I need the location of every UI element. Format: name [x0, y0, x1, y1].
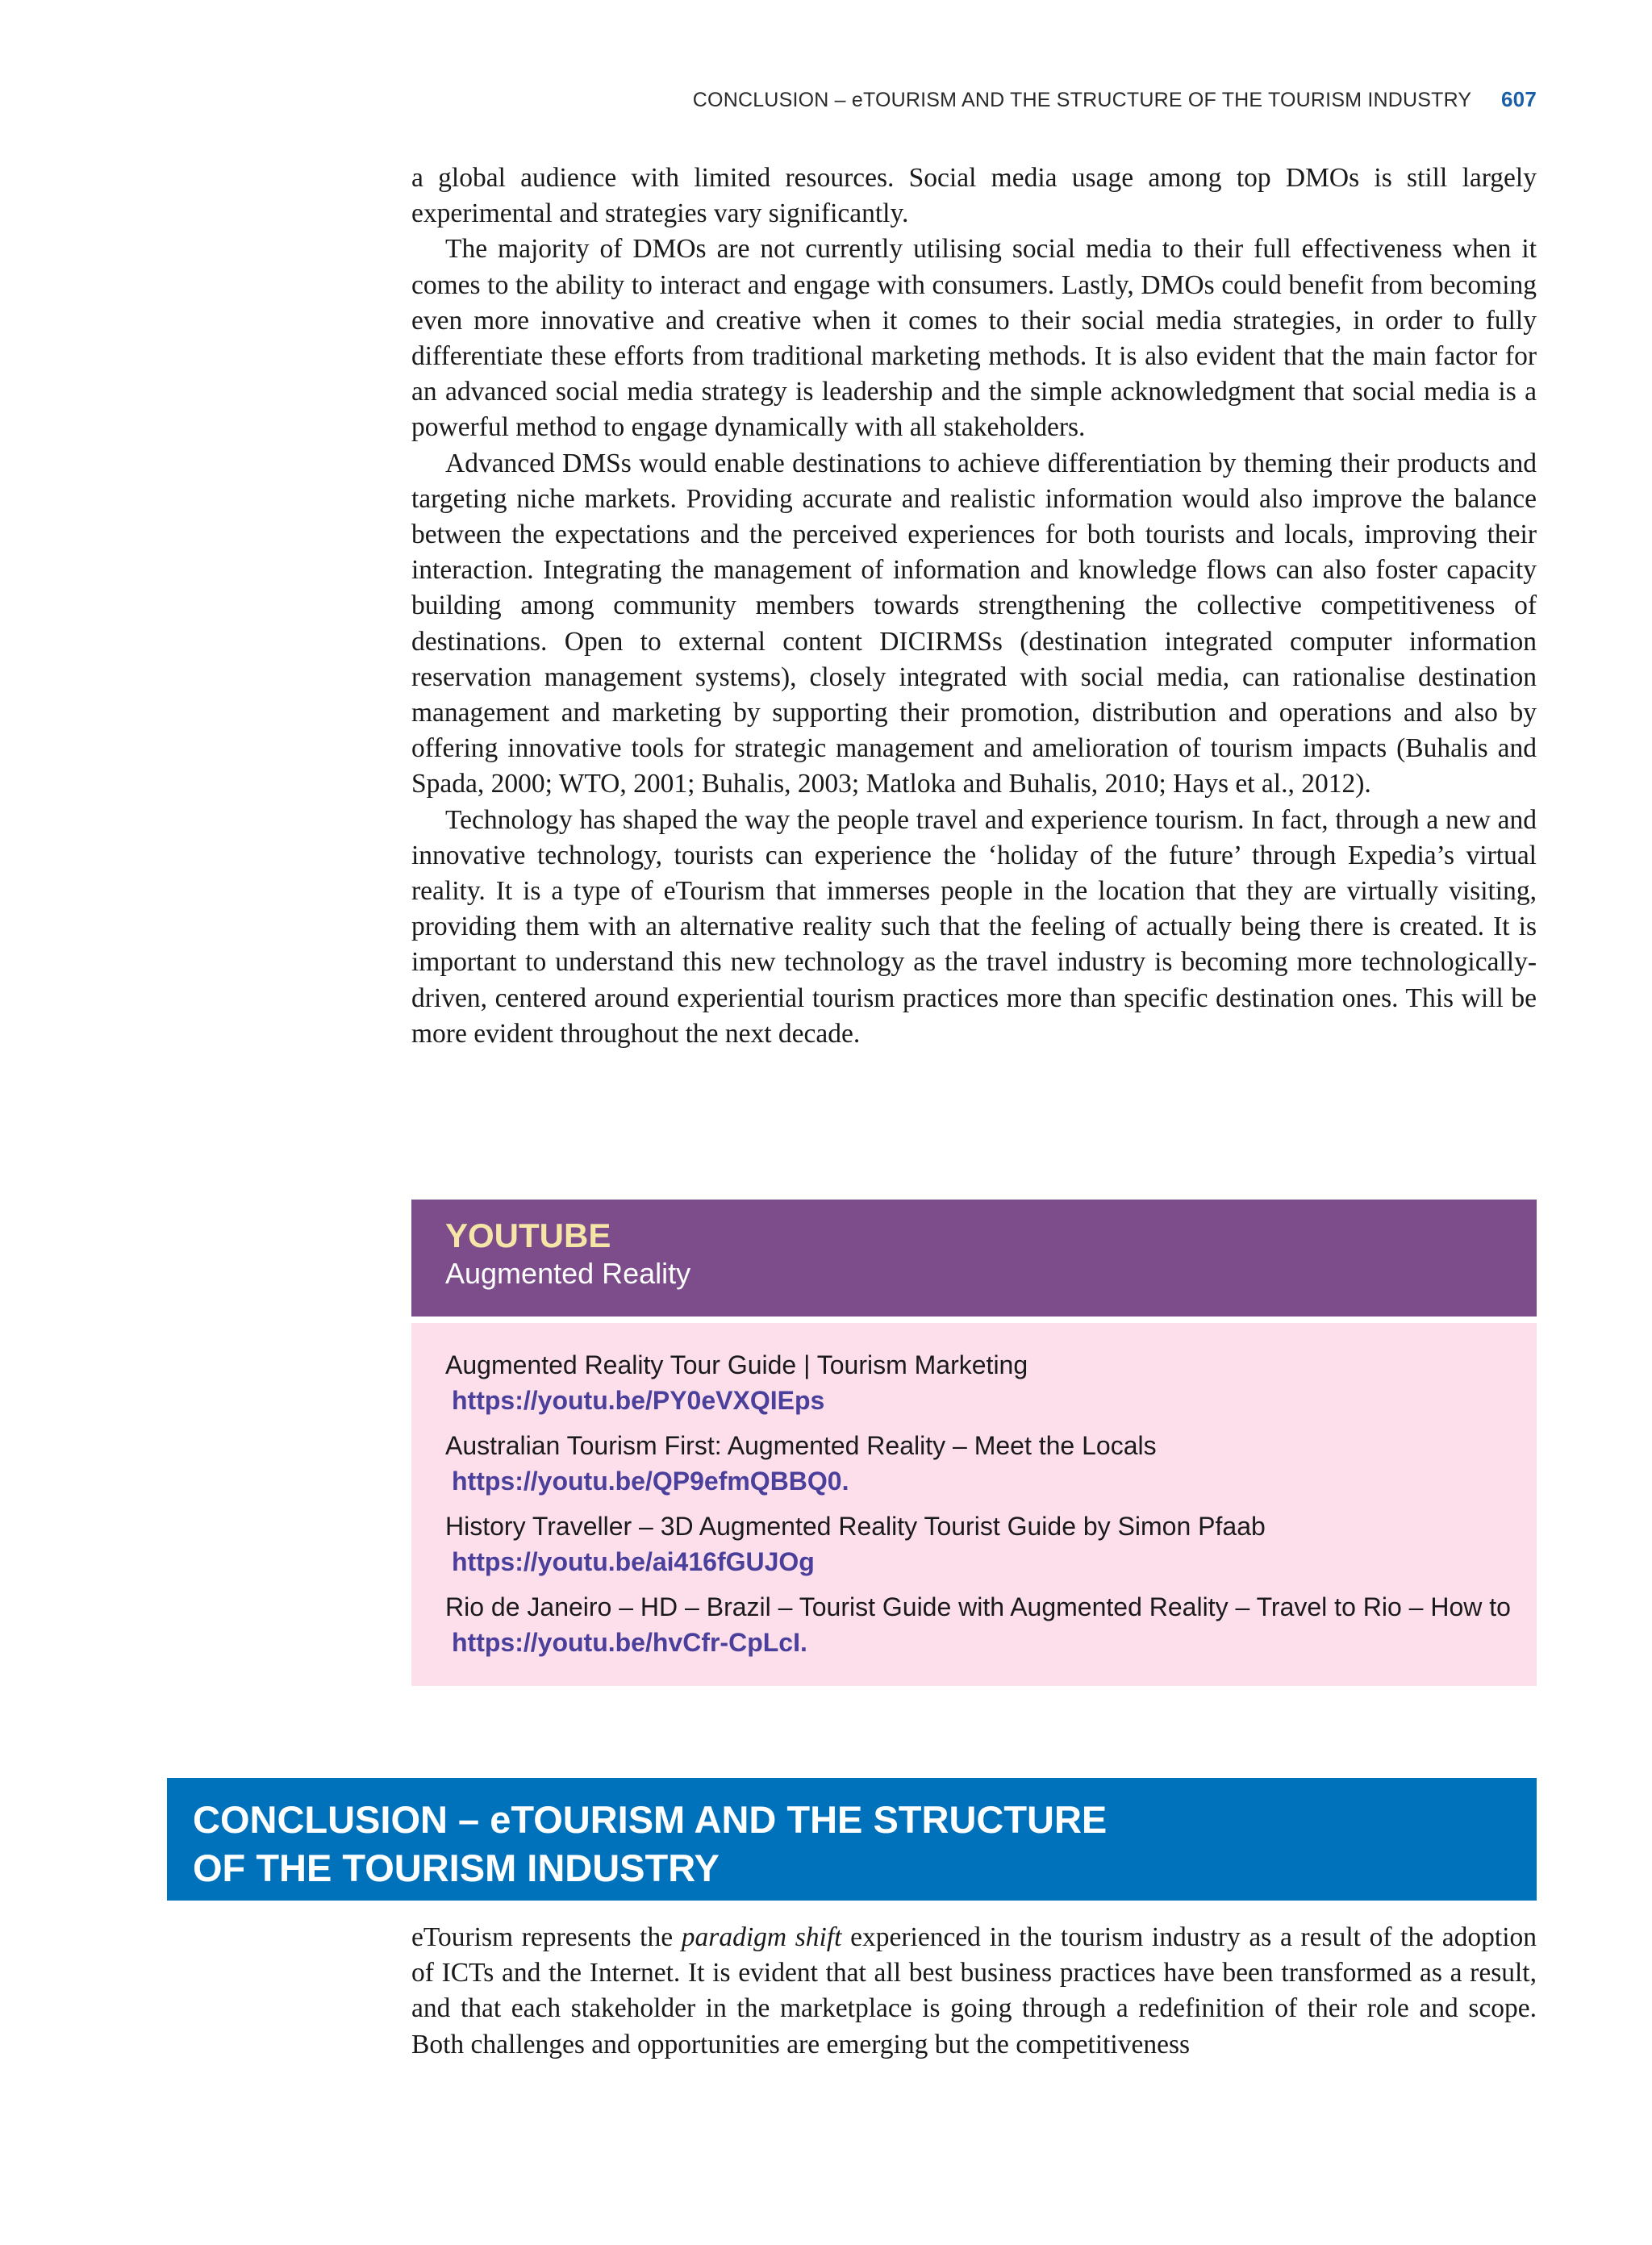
paragraph: The majority of DMOs are not currently utilising social media to their full effectiveness when it comes to the ability to interact and engage with consumers. Lastly, DMOs could benefit from becoming even more innovative and creative when it comes to their social media strategies, in order to fully differentiate these efforts from traditional marketing methods. It is also evident that the main factor for an advanced social media strategy is leadership and the simple acknowledgment that social media is a powerful method to engage dynamically with all stakeholders. — [411, 234, 1537, 443]
running-header — [411, 87, 1537, 112]
video-title: Augmented Reality Tour Guide | Tourism Marketing — [445, 1350, 1028, 1379]
emphasis-term: paradigm shift — [681, 1922, 842, 1952]
paragraph-rest: experienced in the tourism industry as a result of the adoption of ICTs and the Internet. It is evident that all best business practices have been transformed as a result, and that each stakeholder in the marketplace is going through a redefinition of their role and scope. Both challenges and opportunities are emerging but the competitiveness — [411, 1922, 1537, 2059]
section-heading-line: OF THE TOURISM INDUSTRY — [193, 1846, 720, 1889]
video-link[interactable]: https://youtu.be/ai416fGUJOg — [452, 1547, 815, 1576]
video-link[interactable]: https://youtu.be/hvCfr-CpLcI. — [452, 1628, 807, 1657]
video-title: Australian Tourism First: Augmented Reality – Meet the Locals — [445, 1431, 1157, 1460]
paragraph-lead: eTourism represents the — [411, 1922, 682, 1952]
paragraph — [411, 1920, 1537, 2063]
paragraph: Advanced DMSs would enable destinations to achieve differentiation by theming their products and targeting niche markets. Providing accurate and realistic information would also improve the balance between the expectations and the perceived experiences for both tourists and locals, improving their interaction. Integrating the management of information and knowledge flows can also foster capacity building among community members towards strengthening the collective competitiveness of destinations. Open to external content DICIRMSs (destination integrated computer information reservation management systems), closely integrated with social media, can rationalise destination management and marketing by supporting their promotion, distribution and operations and also by offering innovative tools for strategic management and amelioration of tourism impacts (Buhalis and Spada, 2000; WTO, 2001; Buhalis, 2003; Matloka and Buhalis, 2010; Hays et al., 2012). — [411, 448, 1537, 799]
video-item — [445, 1347, 1537, 1418]
youtube-box — [411, 1200, 1537, 1686]
section-heading — [167, 1778, 1537, 1901]
running-title: CONCLUSION – eTOURISM AND THE STRUCTURE OF THE TOURISM INDUSTRY — [692, 89, 1471, 111]
youtube-box-title: YOUTUBE — [445, 1216, 611, 1254]
video-title: Rio de Janeiro – HD – Brazil – Tourist Guide with Augmented Reality – Travel to Rio – How to — [445, 1592, 1511, 1621]
video-link[interactable]: https://youtu.be/PY0eVXQIEps — [452, 1386, 825, 1415]
video-item — [445, 1428, 1537, 1499]
paragraph: Technology has shaped the way the people travel and experience tourism. In fact, through a new and innovative technology, tourists can experience the ‘holiday of the future’ through Expedia’s virtual reality. It is a type of eTourism that immerses people in the location that they are virtually visiting, providing them with an alternative reality such that the feeling of actually being there is created. It is important to understand this new technology as the travel industry is becoming more technologically-driven, centered around experiential tourism practices more than specific destination ones. This will be more evident throughout the next decade. — [411, 804, 1537, 1049]
video-title: History Traveller – 3D Augmented Reality Tourist Guide by Simon Pfaab — [445, 1512, 1266, 1541]
youtube-box-subtitle: Augmented Reality — [445, 1257, 691, 1290]
video-item — [445, 1508, 1537, 1579]
section-heading-line: CONCLUSION – eTOURISM AND THE STRUCTURE — [193, 1798, 1108, 1841]
page-number: 607 — [1501, 87, 1537, 111]
body-text-bottom — [411, 1920, 1537, 2063]
video-link[interactable]: https://youtu.be/QP9efmQBBQ0. — [452, 1467, 849, 1496]
paragraph: a global audience with limited resources. Social media usage among top DMOs is still largely experimental and strategies vary significantly. — [411, 163, 1537, 229]
youtube-box-body — [411, 1323, 1537, 1686]
youtube-box-header — [411, 1200, 1537, 1317]
video-item — [445, 1589, 1537, 1660]
body-text-top — [411, 161, 1537, 1052]
